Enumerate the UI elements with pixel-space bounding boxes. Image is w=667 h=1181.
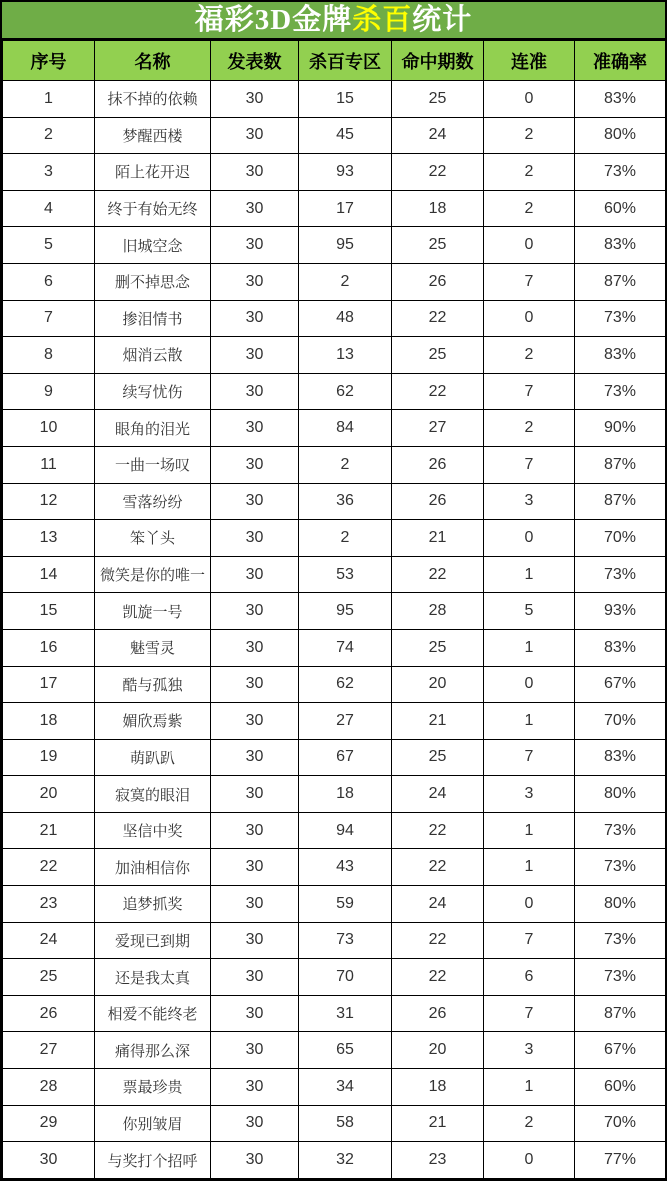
cell-kill-hundred-zone: 95 xyxy=(299,593,392,630)
cell-published-count: 30 xyxy=(211,886,299,923)
cell-consecutive-hits: 3 xyxy=(484,776,575,813)
cell-name: 相爱不能终老 xyxy=(95,995,211,1032)
cell-published-count: 30 xyxy=(211,263,299,300)
cell-accuracy-rate: 73% xyxy=(575,922,666,959)
cell-hit-periods: 24 xyxy=(392,117,484,154)
cell-name: 微笑是你的唯一 xyxy=(95,556,211,593)
cell-hit-periods: 22 xyxy=(392,959,484,996)
cell-consecutive-hits: 2 xyxy=(484,154,575,191)
cell-index: 7 xyxy=(3,300,95,337)
cell-accuracy-rate: 83% xyxy=(575,739,666,776)
header-hit-periods: 命中期数 xyxy=(392,41,484,81)
cell-consecutive-hits: 0 xyxy=(484,666,575,703)
table-row xyxy=(3,959,666,996)
cell-published-count: 30 xyxy=(211,666,299,703)
cell-index: 20 xyxy=(3,776,95,813)
cell-consecutive-hits: 7 xyxy=(484,922,575,959)
cell-accuracy-rate: 67% xyxy=(575,1032,666,1069)
cell-name: 媚欣焉紫 xyxy=(95,703,211,740)
cell-name: 爱现已到期 xyxy=(95,922,211,959)
cell-published-count: 30 xyxy=(211,227,299,264)
cell-kill-hundred-zone: 58 xyxy=(299,1105,392,1142)
cell-accuracy-rate: 73% xyxy=(575,373,666,410)
cell-name: 票最珍贵 xyxy=(95,1069,211,1106)
cell-index: 23 xyxy=(3,886,95,923)
cell-consecutive-hits: 2 xyxy=(484,1105,575,1142)
cell-index: 13 xyxy=(3,520,95,557)
cell-kill-hundred-zone: 17 xyxy=(299,190,392,227)
cell-published-count: 30 xyxy=(211,483,299,520)
cell-consecutive-hits: 2 xyxy=(484,117,575,154)
cell-hit-periods: 22 xyxy=(392,154,484,191)
stats-table xyxy=(2,40,666,1179)
cell-consecutive-hits: 7 xyxy=(484,446,575,483)
cell-published-count: 30 xyxy=(211,446,299,483)
cell-hit-periods: 25 xyxy=(392,227,484,264)
cell-name: 坚信中奖 xyxy=(95,812,211,849)
cell-kill-hundred-zone: 2 xyxy=(299,263,392,300)
cell-index: 18 xyxy=(3,703,95,740)
cell-accuracy-rate: 60% xyxy=(575,190,666,227)
cell-consecutive-hits: 3 xyxy=(484,483,575,520)
cell-index: 30 xyxy=(3,1142,95,1179)
cell-published-count: 30 xyxy=(211,1069,299,1106)
cell-accuracy-rate: 80% xyxy=(575,886,666,923)
table-row xyxy=(3,922,666,959)
cell-hit-periods: 21 xyxy=(392,703,484,740)
cell-kill-hundred-zone: 62 xyxy=(299,666,392,703)
cell-hit-periods: 24 xyxy=(392,886,484,923)
cell-accuracy-rate: 80% xyxy=(575,117,666,154)
cell-index: 5 xyxy=(3,227,95,264)
cell-kill-hundred-zone: 70 xyxy=(299,959,392,996)
table-row xyxy=(3,812,666,849)
cell-hit-periods: 26 xyxy=(392,263,484,300)
table-row xyxy=(3,410,666,447)
cell-hit-periods: 25 xyxy=(392,739,484,776)
table-row xyxy=(3,520,666,557)
cell-hit-periods: 22 xyxy=(392,812,484,849)
table-row xyxy=(3,739,666,776)
table-row xyxy=(3,1069,666,1106)
table-row xyxy=(3,117,666,154)
table-body xyxy=(3,81,666,1179)
cell-hit-periods: 21 xyxy=(392,1105,484,1142)
table-row xyxy=(3,849,666,886)
cell-hit-periods: 18 xyxy=(392,1069,484,1106)
cell-kill-hundred-zone: 2 xyxy=(299,446,392,483)
cell-hit-periods: 26 xyxy=(392,995,484,1032)
cell-name: 烟消云散 xyxy=(95,337,211,374)
cell-consecutive-hits: 1 xyxy=(484,556,575,593)
cell-index: 15 xyxy=(3,593,95,630)
cell-hit-periods: 26 xyxy=(392,483,484,520)
cell-hit-periods: 25 xyxy=(392,337,484,374)
cell-index: 6 xyxy=(3,263,95,300)
cell-index: 21 xyxy=(3,812,95,849)
header-index: 序号 xyxy=(3,41,95,81)
cell-published-count: 30 xyxy=(211,849,299,886)
cell-consecutive-hits: 7 xyxy=(484,373,575,410)
cell-kill-hundred-zone: 45 xyxy=(299,117,392,154)
cell-name: 萌趴趴 xyxy=(95,739,211,776)
title-highlight: 杀百 xyxy=(352,4,413,36)
cell-published-count: 30 xyxy=(211,995,299,1032)
cell-name: 眼角的泪光 xyxy=(95,410,211,447)
cell-name: 魅雪灵 xyxy=(95,629,211,666)
cell-index: 2 xyxy=(3,117,95,154)
cell-index: 3 xyxy=(3,154,95,191)
table-row xyxy=(3,81,666,118)
table-row xyxy=(3,1032,666,1069)
cell-accuracy-rate: 87% xyxy=(575,263,666,300)
table-row xyxy=(3,263,666,300)
title-suffix: 统计 xyxy=(412,4,473,36)
cell-name: 笨丫头 xyxy=(95,520,211,557)
cell-consecutive-hits: 3 xyxy=(484,1032,575,1069)
cell-published-count: 30 xyxy=(211,593,299,630)
table-row xyxy=(3,1142,666,1179)
cell-accuracy-rate: 70% xyxy=(575,1105,666,1142)
header-consecutive-hits: 连准 xyxy=(484,41,575,81)
cell-kill-hundred-zone: 31 xyxy=(299,995,392,1032)
cell-name: 酷与孤独 xyxy=(95,666,211,703)
cell-name: 终于有始无终 xyxy=(95,190,211,227)
cell-name: 旧城空念 xyxy=(95,227,211,264)
cell-consecutive-hits: 1 xyxy=(484,703,575,740)
cell-accuracy-rate: 87% xyxy=(575,995,666,1032)
cell-published-count: 30 xyxy=(211,154,299,191)
cell-kill-hundred-zone: 93 xyxy=(299,154,392,191)
cell-index: 14 xyxy=(3,556,95,593)
cell-kill-hundred-zone: 43 xyxy=(299,849,392,886)
cell-kill-hundred-zone: 27 xyxy=(299,703,392,740)
cell-published-count: 30 xyxy=(211,117,299,154)
cell-accuracy-rate: 60% xyxy=(575,1069,666,1106)
cell-accuracy-rate: 83% xyxy=(575,227,666,264)
cell-consecutive-hits: 2 xyxy=(484,190,575,227)
cell-accuracy-rate: 77% xyxy=(575,1142,666,1179)
cell-accuracy-rate: 87% xyxy=(575,446,666,483)
cell-kill-hundred-zone: 34 xyxy=(299,1069,392,1106)
cell-hit-periods: 23 xyxy=(392,1142,484,1179)
cell-name: 梦醒西楼 xyxy=(95,117,211,154)
cell-published-count: 30 xyxy=(211,703,299,740)
table-row xyxy=(3,446,666,483)
cell-index: 28 xyxy=(3,1069,95,1106)
cell-name: 凯旋一号 xyxy=(95,593,211,630)
cell-accuracy-rate: 73% xyxy=(575,849,666,886)
cell-accuracy-rate: 73% xyxy=(575,300,666,337)
cell-consecutive-hits: 7 xyxy=(484,739,575,776)
cell-hit-periods: 22 xyxy=(392,556,484,593)
cell-index: 22 xyxy=(3,849,95,886)
cell-consecutive-hits: 0 xyxy=(484,227,575,264)
cell-hit-periods: 22 xyxy=(392,373,484,410)
cell-name: 加油相信你 xyxy=(95,849,211,886)
cell-index: 12 xyxy=(3,483,95,520)
cell-index: 11 xyxy=(3,446,95,483)
cell-published-count: 30 xyxy=(211,739,299,776)
cell-hit-periods: 25 xyxy=(392,81,484,118)
table-row xyxy=(3,227,666,264)
cell-published-count: 30 xyxy=(211,922,299,959)
cell-index: 29 xyxy=(3,1105,95,1142)
table-row xyxy=(3,300,666,337)
cell-kill-hundred-zone: 73 xyxy=(299,922,392,959)
cell-hit-periods: 20 xyxy=(392,1032,484,1069)
cell-published-count: 30 xyxy=(211,300,299,337)
cell-accuracy-rate: 73% xyxy=(575,812,666,849)
table-row xyxy=(3,337,666,374)
cell-accuracy-rate: 73% xyxy=(575,959,666,996)
cell-index: 24 xyxy=(3,922,95,959)
cell-published-count: 30 xyxy=(211,373,299,410)
cell-hit-periods: 26 xyxy=(392,446,484,483)
cell-index: 16 xyxy=(3,629,95,666)
cell-published-count: 30 xyxy=(211,629,299,666)
title-prefix: 福彩3D金牌 xyxy=(194,4,353,36)
cell-consecutive-hits: 7 xyxy=(484,995,575,1032)
cell-index: 19 xyxy=(3,739,95,776)
cell-name: 寂寞的眼泪 xyxy=(95,776,211,813)
table-row xyxy=(3,556,666,593)
cell-index: 10 xyxy=(3,410,95,447)
header-name: 名称 xyxy=(95,41,211,81)
cell-published-count: 30 xyxy=(211,556,299,593)
cell-consecutive-hits: 0 xyxy=(484,81,575,118)
cell-consecutive-hits: 1 xyxy=(484,1069,575,1106)
cell-index: 9 xyxy=(3,373,95,410)
cell-consecutive-hits: 0 xyxy=(484,886,575,923)
cell-consecutive-hits: 2 xyxy=(484,337,575,374)
header-kill-hundred-zone: 杀百专区 xyxy=(299,41,392,81)
cell-name: 雪落纷纷 xyxy=(95,483,211,520)
cell-hit-periods: 20 xyxy=(392,666,484,703)
cell-name: 痛得那么深 xyxy=(95,1032,211,1069)
cell-accuracy-rate: 70% xyxy=(575,703,666,740)
cell-kill-hundred-zone: 62 xyxy=(299,373,392,410)
table-row xyxy=(3,703,666,740)
cell-index: 25 xyxy=(3,959,95,996)
cell-kill-hundred-zone: 48 xyxy=(299,300,392,337)
cell-published-count: 30 xyxy=(211,81,299,118)
table-row xyxy=(3,190,666,227)
cell-kill-hundred-zone: 65 xyxy=(299,1032,392,1069)
cell-accuracy-rate: 83% xyxy=(575,337,666,374)
cell-accuracy-rate: 90% xyxy=(575,410,666,447)
cell-kill-hundred-zone: 95 xyxy=(299,227,392,264)
table-row xyxy=(3,373,666,410)
cell-kill-hundred-zone: 74 xyxy=(299,629,392,666)
cell-name: 你别皱眉 xyxy=(95,1105,211,1142)
table-row xyxy=(3,154,666,191)
cell-name: 陌上花开迟 xyxy=(95,154,211,191)
table-row xyxy=(3,776,666,813)
cell-accuracy-rate: 73% xyxy=(575,154,666,191)
cell-hit-periods: 22 xyxy=(392,922,484,959)
cell-kill-hundred-zone: 2 xyxy=(299,520,392,557)
cell-name: 还是我太真 xyxy=(95,959,211,996)
table-row xyxy=(3,483,666,520)
header-row xyxy=(3,41,666,81)
cell-consecutive-hits: 1 xyxy=(484,629,575,666)
cell-consecutive-hits: 0 xyxy=(484,520,575,557)
cell-accuracy-rate: 67% xyxy=(575,666,666,703)
cell-name: 与奖打个招呼 xyxy=(95,1142,211,1179)
cell-hit-periods: 28 xyxy=(392,593,484,630)
cell-published-count: 30 xyxy=(211,337,299,374)
cell-published-count: 30 xyxy=(211,190,299,227)
cell-published-count: 30 xyxy=(211,520,299,557)
cell-consecutive-hits: 0 xyxy=(484,300,575,337)
table-row xyxy=(3,995,666,1032)
cell-accuracy-rate: 73% xyxy=(575,556,666,593)
cell-published-count: 30 xyxy=(211,1105,299,1142)
cell-index: 1 xyxy=(3,81,95,118)
cell-consecutive-hits: 6 xyxy=(484,959,575,996)
cell-accuracy-rate: 93% xyxy=(575,593,666,630)
table-row xyxy=(3,593,666,630)
cell-index: 26 xyxy=(3,995,95,1032)
cell-kill-hundred-zone: 36 xyxy=(299,483,392,520)
cell-kill-hundred-zone: 59 xyxy=(299,886,392,923)
cell-index: 8 xyxy=(3,337,95,374)
page-title xyxy=(2,2,665,40)
cell-hit-periods: 21 xyxy=(392,520,484,557)
cell-published-count: 30 xyxy=(211,959,299,996)
cell-accuracy-rate: 80% xyxy=(575,776,666,813)
cell-kill-hundred-zone: 94 xyxy=(299,812,392,849)
table-row xyxy=(3,666,666,703)
cell-accuracy-rate: 83% xyxy=(575,629,666,666)
cell-hit-periods: 22 xyxy=(392,849,484,886)
cell-hit-periods: 27 xyxy=(392,410,484,447)
cell-name: 追梦抓奖 xyxy=(95,886,211,923)
cell-consecutive-hits: 2 xyxy=(484,410,575,447)
cell-index: 4 xyxy=(3,190,95,227)
header-published-count: 发表数 xyxy=(211,41,299,81)
cell-published-count: 30 xyxy=(211,812,299,849)
cell-kill-hundred-zone: 18 xyxy=(299,776,392,813)
cell-published-count: 30 xyxy=(211,1032,299,1069)
cell-hit-periods: 22 xyxy=(392,300,484,337)
cell-hit-periods: 24 xyxy=(392,776,484,813)
cell-hit-periods: 25 xyxy=(392,629,484,666)
cell-name: 续写忧伤 xyxy=(95,373,211,410)
cell-consecutive-hits: 1 xyxy=(484,849,575,886)
table-row xyxy=(3,886,666,923)
cell-name: 抹不掉的依赖 xyxy=(95,81,211,118)
cell-name: 一曲一场叹 xyxy=(95,446,211,483)
cell-kill-hundred-zone: 15 xyxy=(299,81,392,118)
cell-consecutive-hits: 7 xyxy=(484,263,575,300)
cell-accuracy-rate: 87% xyxy=(575,483,666,520)
table-row xyxy=(3,629,666,666)
cell-index: 17 xyxy=(3,666,95,703)
cell-consecutive-hits: 5 xyxy=(484,593,575,630)
header-accuracy-rate: 准确率 xyxy=(575,41,666,81)
cell-published-count: 30 xyxy=(211,410,299,447)
cell-published-count: 30 xyxy=(211,1142,299,1179)
cell-kill-hundred-zone: 67 xyxy=(299,739,392,776)
table-row xyxy=(3,1105,666,1142)
cell-index: 27 xyxy=(3,1032,95,1069)
cell-kill-hundred-zone: 13 xyxy=(299,337,392,374)
cell-hit-periods: 18 xyxy=(392,190,484,227)
cell-name: 删不掉思念 xyxy=(95,263,211,300)
cell-kill-hundred-zone: 53 xyxy=(299,556,392,593)
cell-accuracy-rate: 83% xyxy=(575,81,666,118)
cell-kill-hundred-zone: 32 xyxy=(299,1142,392,1179)
cell-name: 掺泪情书 xyxy=(95,300,211,337)
cell-kill-hundred-zone: 84 xyxy=(299,410,392,447)
cell-accuracy-rate: 70% xyxy=(575,520,666,557)
cell-consecutive-hits: 1 xyxy=(484,812,575,849)
cell-published-count: 30 xyxy=(211,776,299,813)
cell-consecutive-hits: 0 xyxy=(484,1142,575,1179)
